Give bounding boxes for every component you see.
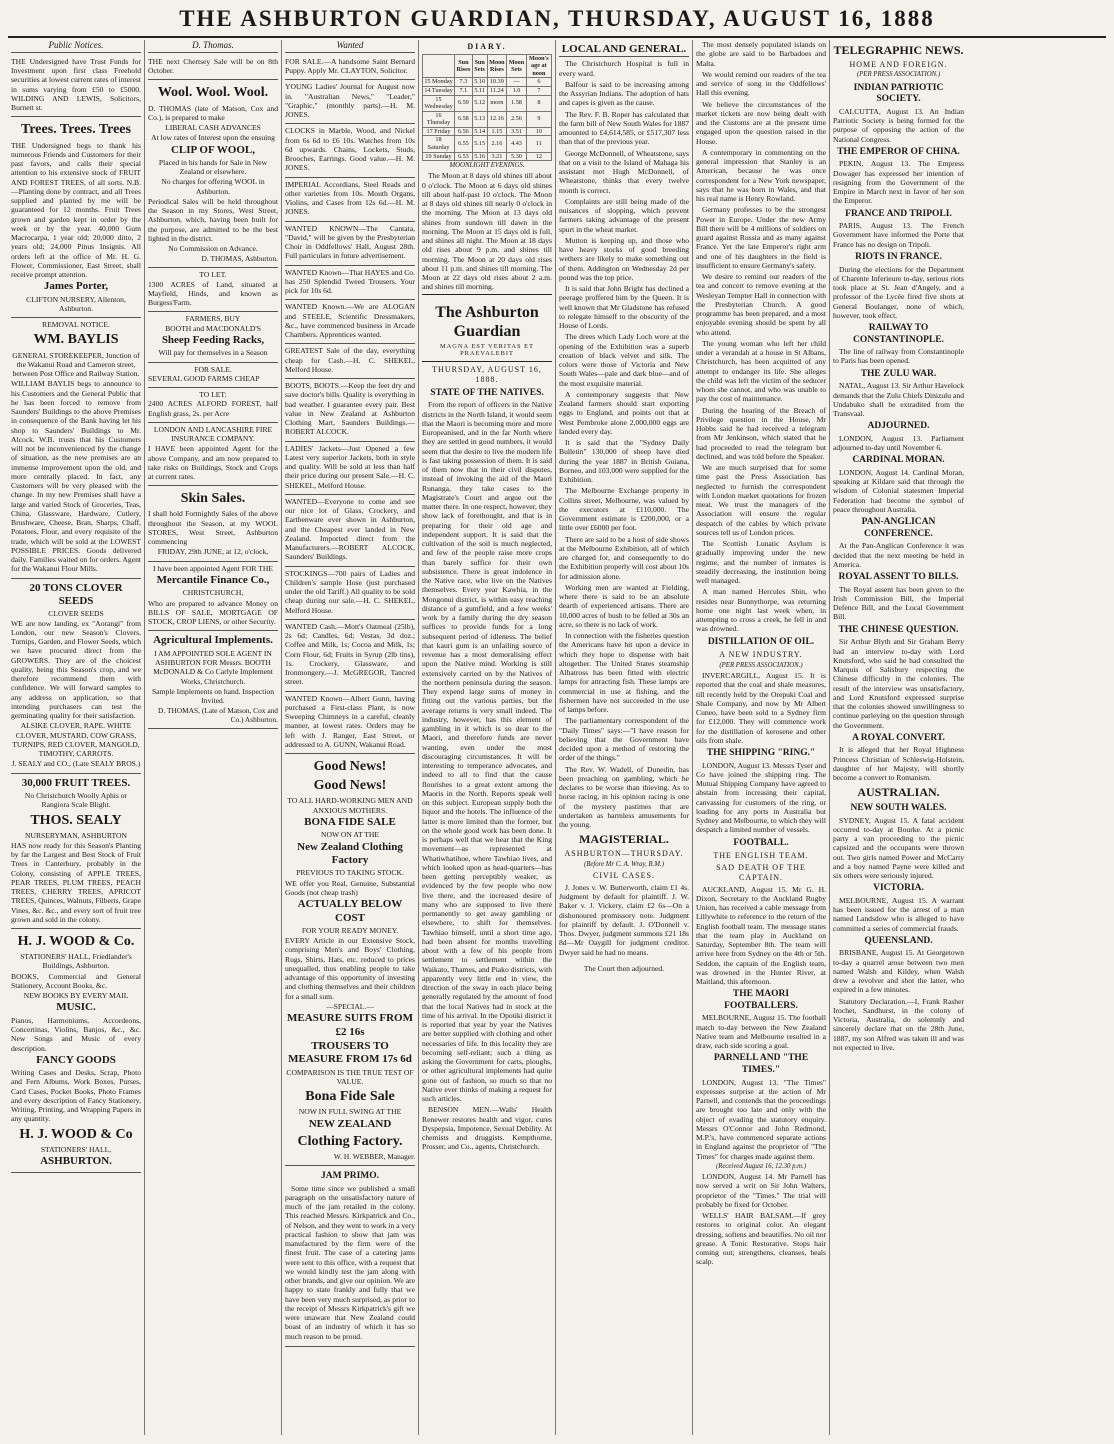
classified-8: GREATEST Sale of the day, everything cheap for Cash.—H. C. SHEKEL, Melford House. — [285, 344, 415, 379]
diary-cell: 8 — [526, 95, 551, 111]
diary-cell: 7 — [526, 87, 551, 96]
column-diary-editorial: DIARY. Sun Rises Sun Sets Moon Rises Moon Sets Moon's age at noon 15 Monday 7.3 5.10 10.39 — 6 14 Tuesday 7.1 5.11 11.24 1.0 7 15 Wednesday 6.59 5.12 morn 1.58 8 16 Thursday 6.58 5.13 12.16 2.56 9 17 Friday 6.56 5.14 1.15 3.51 10 18 Saturday 6.55 5.15 2.16 4.43 11 19 Sunday 6.53 5.16 3.21 5.30 12 MOONLIGHT EVENINGS. The Moon at 8 days old shines till about 0 o'clock. The Moon at 6 days old shines till about half-past 10 o'clock. The Moon at 8 days old shines till nearly 0 o'clock in the morning. The Moon at 13 days old shines from sundown till dawn in the morning. The Moon at 15 days old is full, and shines all night. The Moon at 18 days old rises about 9 p.m. and shines till morning. The Moon at 20 days old rises about 11 p.m. and shines till morning. The Moon at 22 days old rises about 2 a.m. and shines till morning. The Ashburton Guardian MAGNA EST VERITAS ET PRAEVALEBIT THURSDAY, AUGUST 16, 1888. STATE OF THE NATIVES. From the report of officers in the Native districts in the North Island, it would seem that the Maori is becoming more and more Europeanised, and in the far North where they are settled in good numbers, it would seem that the desire to live the modern life is fast taking possession of them. It is said of them now that in their civil disputes, instead of invoking the aid of the Maori Runanga, they take cases to the Magistrate's Court and argue out the matter there. In one respect, however, they show lack of forethought, and that is in preparing for their old age and independent support. It is said that the cultivation of the soil is much neglected, and few of the people raise more crops than barely suffice for their own subsistence. There is great indolence in the Native race, who live on the Natives themselves. Every year Kawhia, in the Mongonui district, is within easy reaching distance of a gumfield, and a few weeks' work by a family during the dry season suffices to provide funds for a long subsequent period of idleness. The belief that kauri gum is an unfailing source of revenue has a most demoralising effect upon the Native mind. Working is still extensively carried on by the Natives of the northern peninsula during the season. They expend large sums of money in fitting out the various parties, but the average returns is very small indeed. The industry, however, has this element of gambling in it which is so dear to the Maori, and therefore funds are never wanting, even under the most discouraging circumstances. It will be interesting to temperance advocates, and indeed to all to find that the cause flourishes to a great extent among the Maoris in the North. Reports speak well on this subject. European supply both the liquor and the hotels. The influence of the latter is more limited than the former, but on the whole good work has been done. It is perhaps well that we hear that the King movement—as represented at Whatiwhatihoe, where Tawhiao lives, and which looked upon as head-quarters—has been getting perceptibly weaker, as evidenced by the few people who now live there, and the increased desire of many who are supposed to live there permanently to get away gambling or elsewhere, to shift for themselves. Tawhiao himself, until a short time ago, had been absent for months travelling about with a few of his people from settlement to settlement within the Waikato, Thames, and Piako districts, with apparently very little end in view, the direction of the sway in each place being generally regulated by the amount of food that the local Natives had in stock at the time of his arrival. In the Opotiki district it is reported that year by year the Natives are better supplied with clothing and other necessaries of life. In this locality they are becoming self-reliant; such a thing as asking the Government for carts, ploughs, or other agricultural implements had quite gone out of fashion, so much so that no Native ever thinks of making a request for such articles. BENSON MEN.—Walls' Health Renewer restores health and vigor, cures Dyspepsia, Impotence, Sexual Debility. At chemists and druggists. Kempthorne, Prosser, and Co., agents, Christchurch. — [419, 40, 556, 1435]
diary-cell: 12.16 — [487, 111, 507, 127]
column-public-notices — [8, 40, 145, 1435]
diary-cell: 2.16 — [487, 136, 507, 152]
diary-cell: 19 Sunday — [423, 152, 455, 161]
editorial-title: STATE OF THE NATIVES. — [430, 387, 544, 398]
classified-12: STOCKINGS—700 pairs of Ladies and Children's sample Hose (just purchased under the old Tariff.) All quality to be sold cheap during our sale.—H. C. SHEKEL, Melford House. — [285, 567, 415, 620]
ad-skin-sales: Skin Sales. I shall hold Fortnightly Sales of the above throughout the Season, at my WOOL STORES, West Street, Ashburton commencing FRIDAY, 29th JUNE, at 12, o'clock, — [148, 486, 278, 561]
diary-cell: 17 Friday — [423, 127, 455, 136]
ad-sheep-racks: FARMERS, BUY BOOTH and MACDONALD'S Sheep Feeding Racks, Will pay for themselves in a Season — [148, 312, 278, 362]
moonlight-text: The Moon at 8 days old shines till about 0 o'clock. The Moon at 6 days old shines till about half-past 10 o'clock. The Moon at 8 days old shines till nearly 0 o'clock in the morning. The Moon at 13 days old shines from sundown till dawn in the morning. The Moon at 15 days old is full, and shines all night. The Moon at 18 days old rises about 9 p.m. and shines till morning. The Moon at 20 days old rises about 11 p.m. and shines till morning. The Moon at 22 days old rises about 2 a.m. and shines till morning. — [422, 171, 552, 292]
diary-cell: 12 — [526, 152, 551, 161]
telegraphic-title: TELEGRAPHIC NEWS. — [833, 43, 964, 57]
diary-header-cell: Sun Sets — [472, 54, 487, 78]
diary-cell: 10.39 — [487, 78, 507, 87]
diary-cell: 6 — [526, 78, 551, 87]
ad-baylis: REMOVAL NOTICE. WM. BAYLIS GENERAL STOREKEEPER, Junction of the Wakanui Road and Cameron street, between Post Office and Railway Station. WILLIAM BAYLIS begs to announce to his Customers and the General Public that he has been forced to remove from Saunders' Buildings to the above Premises in consequence of the Bank having let his shop to Saunders' Buildings to Mr. Alcock. W.B. trusts that his Customers will not be inconvenienced by the change of situation, as the new premises are an immense improvement upon the old, and more centrally placed. In fact, any Customers will be very pleased with the change. In my new Premises shall have a large and varied Stock of Groceries, Teas, China, Glassware, Hardware, Cutlery, Brushware, Cheese, Bran, Sharps, Chaff, Potatoes, Flour, and every requisite of the trade, which will be sold at the LOWEST POSSIBLE PRICES. Goods delivered daily. Families waited on for orders. Agent for the Wakanui Flour Mills. — [11, 318, 141, 578]
column-telegraphic: TELEGRAPHIC NEWS. HOME AND FOREIGN. (PER PRESS ASSOCIATION.) INDIAN PATRIOTIC SOCIETY. CALCUTTA, August 13. An Indian Patriotic Society is being formed for the purpose of opposing the action of the National Congress. THE EMPEROR OF CHINA. PEKIN, August 13. The Empress Dowager has expressed her intention of resigning from the Government of the Empire in March next in favor of her son the Emperor. FRANCE AND TRIPOLI. PARIS, August 13. The French Government have informed the Porte that France has no design on Tripoli. RIOTS IN FRANCE. During the elections for the Department of Charente Inferieure to-day, serious riots took place at St. Jean d'Angely, and a professor of the Lycée fired five shots at General Boulanger, none of which, however, took effect. RAILWAY TO CONSTANTINOPLE. The line of railway from Constantinople to Paris has been opened. THE ZULU WAR. NATAL, August 13. Sir Arthur Havelock demands that the Zulu Chiefs Dinizulu and Undabuko shall be extradited from the Transvaal. ADJOURNED. LONDON, August 13. Parliament adjourned to-day until November 6. CARDINAL MORAN. LONDON, August 14. Cardinal Moran, speaking at Kildare said that through the wisdom of Colonial statesmen Imperial Federation had become the symbol of peace throughout Australia. PAN-ANGLICAN CONFERENCE. At the Pan-Anglican Conference it was decided that the next meeting be held in America. ROYAL ASSENT TO BILLS. The Royal assent has been given to the Irish Commission Bill, the Imperial Defence Bill, and the Local Government Bill. THE CHINESE QUESTION. Sir Arthur Blyth and Sir Graham Berry had an interview to-day with Lord Knutsford, who said he had consulted the Marquis of Salisbury respecting the Chinese difficulty in the colonies. The result of the interview was unsatisfactory, and Lord Knutsford expressed surprise that the colonies showed unwillingness to continue parleying on the question through the Government. A ROYAL CONVERT. It is alleged that her Royal Highness Princess Christian of Schleswig-Holstein, daughter of her Majesty, will shortly become a convert to Romanism. AUSTRALIAN. NEW SOUTH WALES. SYDNEY, August 15. A fatal accident occurred to-day at Bourke. At a picnic party a van proceeding to the picnic capsized and the occupants were thrown out. Two girls named Power and McCarty and a boy named Payne were killed and six others were seriously injured. VICTORIA. MELBOURNE, August 15. A warrant has been issued for the arrest of a man named Landsdow who is alleged to have committed a series of commercial frauds. QUEENSLAND. BRISBANE, August 15. At Georgetown to-day a quarrel arose between two men named Walsh and Kildey, when Walsh drew a revolver and shot the latter, who expired in a few minutes. Statutory Declaration.—I, Frank Rasher Irochet, Sandhurst, in the colony of Victoria, Australia, do solemnly and sincerely declare that on the 28th June, 1887, my son Alfred was taken ill and was not expected to live. — [833, 43, 964, 1052]
diary-cell: 5.16 — [474, 152, 486, 160]
diary-header-cell: Moon's age at noon — [526, 54, 551, 78]
column-d-thomas — [145, 40, 282, 1435]
issue-date: THURSDAY, AUGUST 16, 1888. — [432, 365, 542, 384]
diary-cell: 3.21 — [487, 152, 507, 161]
classified-14: WANTED Known—Albert Gunn, having purchased a First-class Plant, is now Sweeping Chimneys in a careful, cleanly manner, at lowest rates. Orders may be left with J. Ranger, East Street, or addressed to A. GUNN, Wakanui Road. — [285, 692, 415, 755]
classified-2: YOUNG Ladies' Journal for August now in. "Australian News," "Leader," "Graphic," (monthly parts).—H. M. JONES. — [285, 80, 415, 124]
columns — [8, 40, 1106, 1435]
ad-wood-stationers: H. J. WOOD & Co. STATIONERS' HALL, Friedlander's Buildings, Ashburton. BOOKS, Commercial and General Stationery, Account Books, &c. NEW BOOKS BY EVERY MAIL MUSIC. Pianos, Harmoniums, Accordeons, Concertinas, Violins, Banjos, &c., &c. New Songs and Music of every description. FANCY GOODS Writing Cases and Desks, Scrap, Photo and Fern Albums, Work Boxes, Purses, Card Cases, Pocket Books, Photo Frames and every description of Fancy Stationery, Writing, Printing, and Wrapping Papers in any quantity. H. J. WOOD & Co STATIONERS' HALL, ASHBURTON. — [11, 929, 141, 1173]
diary-cell: 7.3 — [455, 78, 473, 87]
diary-cell: 4.43 — [507, 136, 526, 152]
advert-walls: BENSON MEN.—Walls' Health Renewer restores health and vigor, cures Dyspepsia, Impotence, Sexual Debility. At chemists and druggists. Kempthorne, Prosser, and Co., agents, Christchurch. — [422, 1105, 552, 1152]
classified-11: WANTED—Everyone to come and see our nice lot of Glass, Crockery, and Earthenware ever shown in Ashburton, and the Cheapest ever landed in New Zealand. Imported direct from the Manufacturers.—ROBERT ALCOCK, Saunders' Buildings. — [285, 495, 415, 567]
editorial-text: From the report of officers in the Native districts in the North Island, it would seem that the Maori is becoming more and more Europeanised, and in the far North where they are settled in good numbers, it would seem that the desire to live the modern life is fast taking possession of them. It is said of them now that in their civil disputes, instead of invoking the aid of the Maori Runanga, they take cases to the Magistrate's Court and argue out the matter there. In one respect, however, they show lack of forethought, and that is in preparing for their old age and independent support. It is said that the cultivation of the soil is much neglected, and few of the people raise more crops than barely suffice for their own subsistence. There is great indolence in the Native race, who live on the Natives themselves. Every year Kawhia, in the Mongonui district, is within easy reaching distance of a gumfield, and a few weeks' work by a family during the dry season suffices to provide funds for a long subsequent period of idleness. The belief that kauri gum is an unfailing source of revenue has a most demoralising effect upon the Native mind. Working is still extensively carried on by the Natives of the northern peninsula during the season. They expend large sums of money in fitting out the various parties, but the average returns is very small indeed. The industry, however, has this element of gambling in it which is so dear to the Maori, and therefore funds are never wanting, even under the most discouraging circumstances. It will be interesting to temperance advocates, and indeed to all to find that the cause flourishes to a great extent among the Maoris in the North. Reports speak well on this subject. European supply both the liquor and the hotels. The influence of the latter is more limited than the former, but on the whole good work has been done. It is perhaps well that we hear that the King movement—as represented at Whatiwhatihoe, where Tawhiao lives, and which looked upon as head-quarters—has been getting perceptibly weaker, as evidenced by the few people who now live there, and the increased desire of many who are supposed to live there permanently to get away gambling or elsewhere, to shift for themselves. Tawhiao himself, until a short time ago, had been absent for months travelling about with a few of his people from settlement to settlement within the Waikato, Thames, and Piako districts, with apparently very little end in view, the direction of the sway in each place being generally regulated by the amount of food that the local Natives had in stock at the time of his arrival. In the Opotiki district it is reported that year by year the Natives are better supplied with clothing and other necessaries of life. In this locality they are becoming self-reliant; such a thing as asking the Government for carts, ploughs, or other agricultural implements had quite gone out of fashion, so much so that no Native ever thinks of making a request for such articles. — [422, 400, 553, 1104]
diary-cell: 9 — [526, 111, 551, 127]
diary-cell: 6.59 — [455, 95, 473, 111]
ad-clover: 20 TONS CLOVER SEEDS CLOVER SEEDS WE are now landing, ex "Aorangi" from London, our new Season's Clovers, Turnips, Garden, and Flower Seeds, which we have procured direct from the GROWERS. They are of the choicest quality, being this Season's crop, and we therefore recommend them with confidence. We will forward samples to any address on application, so that intending purchasers can test the germinating quality for their satisfaction. ALSIKE CLOVER, RAPE. WHITE CLOVER, MUSTARD, COW GRASS, TURNIPS, RED CLOVER, MANGOLD, TIMOTHY, CARROTS. J. SEALY and CO., (Late SEALY BROS.) — [11, 579, 141, 774]
ad-wool: Wool. Wool. Wool. D. THOMAS (late of Matson, Cox and Co.), is prepared to make LIBERAL CASH ADVANCES At low rates of Interest upon the ensuing CLIP OF WOOL, Placed in his hands for Sale in New Zealand or elsewhere. No charges for offering WOOL in Ashburton. Periodical Sales will be held throughout the Season in my Stores, West Street, Ashburton, which, having been built for the purpose, are admitted to be the best lighted in the district. No Commission on Advance. D. THOMAS, Ashburton. — [148, 80, 278, 268]
magisterial-title: MAGISTERIAL. — [579, 832, 669, 847]
diary-cell: 6.58 — [455, 111, 473, 127]
masthead-rule — [8, 36, 1106, 38]
classified-4: IMPERIAL Accordians, Steel Reads and other varieties from 10s. Mouth Organs, Violins, and Cases from 12s 6d.—H. M. JONES. — [285, 178, 415, 222]
ad-insurance: LONDON AND LANCASHIRE FIRE INSURANCE COMPANY. I HAVE been appointed Agent for the above Company, and am now prepared to take risks on Buildings, Stock and Crops at current rates. — [148, 423, 278, 487]
diary-cell: 5.10 — [474, 78, 486, 86]
diary-cell: 18 Saturday — [423, 136, 455, 152]
column-news: The most densely populated islands on the globe are said to be Barbadoes and Malta. We would remind our readers of the tea and service of song in the Oddfellows' Hall this evening. We believe the circumstances of the market tickets are now being dealt with and the Customs are at the present time engaged upon the question raised in the House. A contemporary in commenting on the general impression that Stanley is an American, because he was once correspondent for a New York newspaper, says that he was born in Wales, and that his real name is Henry Rowland. Germany professes to be the strongest Power in Europe. Under the new Army Bill there will be 4 millions of soldiers on guard against Russia and as many against France. Yet the late Emperor's right arm and one of his daughters in the field is insufficient to ensure Germany's safety. We desire to remind our readers of the tea and concert to remove evening at the Wesleyan Tempter Hall in connection with the Presbyterian Church. A good programme has been prepared, and a most enjoyable evening should be spent by all who attend. The young woman who left her child under a verandah at a house in St Albans, Christchurch, has been acquitted of any attempt to endanger its life. She alleges the child was left the victim of the seducer whom she cannot, and who was unable to pay the cost of maintenance. During the hearing of the Breach of Privilege question in the House, Mr Hobbs said he had received a telegram from Mr Jenkinson, which stated that he had proceeded to read the telegram but declined, and was told before the Speaker. We are much surprised that for some time past the Press Association has neglected to furnish the correspondent with London market quotations for frozen meat. We trust the managers of the Association will ensure the regular despatch of the cables by which private sources tell us of London prices. The Scottish Lunatic Asylum is gradually improving under the new regime, and the number of inmates is steadily decreasing, the institution being well managed. A man named Hercules Shin, who resides near Bunnythorpe, was returning home one night last week when, in attempting to cross a creek, he fell in and was drowned. DISTILLATION OF OIL. A NEW INDUSTRY. (PER PRESS ASSOCIATION.) INVERCARGILL, August 15. It is reported that the coal and shale measures, till recently held by the Orepuki Coal and Shale Company, and now by Mr Albert Cuneo, have been sold to a Sydney firm for £12,000. They will commence work for the distillation of kerosene and other oils from shale. THE SHIPPING "RING." LONDON, August 13. Messrs Tyser and Co have joined the shipping ring. The Mutual Shipping Company have agreed to abstain from increasing their capital, canvassing for customers of the ring, or loading for any ports in Australia but Sydney and Melbourne, to which they will despatch a limited number of vessels. FOOTBALL. THE ENGLISH TEAM. SAD DEATH OF THE CAPTAIN. AUCKLAND, August 15. Mr G. H. Dixon, Secretary to the Auckland Rugby Union, has received a cable message from Lillywhite to reference to the return of the English football team. The message states that the team play in Auckland on Saturday, September 8th. The team will arrive here from Sydney on the 4th or 5th. Seddon, the captain of the English team, was drowned in the Hunter River, at Maitland, this afternoon. THE MAORI FOOTBALLERS. MELBOURNE, August 15. The football match to-day between the New Zealand Native team and Melbourne resulted in a draw, each side scoring a goal. PARNELL AND "THE TIMES." LONDON, August 13. "The Times" expresses surprise at the action of Mr Parnell, and contends that the proceedings are brought too late and only with the object of evading the statutory enquiry. Messrs O'Connor and John Redmond, M.P.'s, have commenced separate actions in England against the proprietor of "The Times" for charges made against them. (Received August 16, 12.30 p.m.) LONDON, August 14. Mr Parnell has now served a writ on Sir John Walters, proprietor of the "Times." The trial will probably be fixed for October. WELLS' HAIR BALSAM.—If grey restores to original color. An elegant dressing, softens and beautifies. No oil nor grease. A Tonic Restorative. Stops hair coming out; strengthens, cleanses, heals scalp. — [693, 40, 830, 1435]
classified-1: FOR SALE.—A handsome Saint Bernard Puppy. Apply Mr. CLAYTON, Solicitor. — [285, 55, 415, 81]
diary-cell: 1.15 — [487, 127, 507, 136]
distillation-title: DISTILLATION OF OIL. — [707, 636, 815, 647]
classified-13: WANTED Cash.—Mott's Oatmeal (25lb), 2s 6d; Candles, 6d; Vestas, 3d doz.; Coffee and Milk, 1s; Cocoa and Milk, 1s; Corn Flour, 6d; Fruits in Syrup (2lb tins), 1s. Crockery, Glassware, and Ironmongery.—J. McGREGOR, Tancred street. — [285, 620, 415, 692]
parnell-title: PARNELL AND "THE TIMES." — [713, 1053, 809, 1075]
diary-cell: 1.58 — [507, 95, 526, 111]
diary-cell: 7.1 — [455, 87, 473, 96]
ad-mercantile: I have been appointed Agent FOR THE Mercantile Finance Co., CHRISTCHURCH, Who are prepared to advance Money on BILLS OF SALE, MORTGAGE OF STOCK, CROP LIENS, or other Security. — [148, 562, 278, 632]
diary-header-cell: Moon Sets — [507, 54, 526, 78]
diary-cell: 11 — [526, 136, 551, 152]
diary-cell: 1.0 — [507, 87, 526, 96]
diary-cell: 6.53 — [455, 152, 473, 161]
ad-clothing-factory: Good News! Good News! TO ALL HARD-WORKING MEN AND ANXIOUS MOTHERS. BONA FIDE SALE NOW ON AT THE New Zealand Clothing Factory PREVIOUS TO TAKING STOCK. WE offer you Real, Genuine, Substantial Goods (not cheap trash) ACTUALLY BELOW COST FOR YOUR READY MONEY. EVERY Article in our Extensive Stock, comprising Men's and Boys' Clothing, Rugs, Shirts, Hats, etc. reduced to prices unequalled, thus enabling people to take advantage of this opportunity of investing and clothing themselves and their children for a small sum. —SPECIAL.— MEASURE SUITS FROM £2 16s TROUSERS TO MEASURE FROM 17s 6d COMPARISON IS THE TRUE TEST OF VALUE. Bona Fide Sale NOW IN FULL SWING AT THE NEW ZEALAND Clothing Factory. W. H. WEBBER, Manager. — [285, 754, 415, 1166]
diary-row — [423, 152, 552, 161]
diary-cell: 6.56 — [455, 127, 473, 136]
diary-table — [422, 54, 552, 161]
ad-chertsey: THE next Chertsey Sale will be on 8th October. — [148, 55, 278, 81]
diary-cell: 5.11 — [472, 87, 487, 96]
diary-cell: 5.12 — [472, 95, 487, 111]
diary-row — [423, 111, 552, 127]
diary-row — [423, 95, 552, 111]
ad-to-let: TO LET. 1300 ACRES of Land, situated at Mayfield, Hinds, and known as Burgess'Farm. — [148, 268, 278, 312]
diary-row — [423, 87, 552, 96]
diary-cell: 14 Tuesday — [424, 87, 453, 94]
ad-farms-for-sale: FOR SALE. SEVERAL GOOD FARMS CHEAP — [148, 363, 278, 389]
classified-5: WANTED KNOWN—The Cantata, "David," will be given by the Presbyterian Choir in Oddfellows' Hall, August 28th. Full particulars in future advertisement. — [285, 222, 415, 266]
diary-cell: 5.15 — [472, 136, 487, 152]
diary-header-cell: Sun Rises — [455, 54, 473, 78]
diary-row — [423, 78, 552, 87]
masthead — [8, 6, 1106, 36]
column-header: Wanted — [285, 40, 415, 53]
paper-title: The Ashburton Guardian — [435, 303, 539, 341]
diary-cell: 2.56 — [507, 111, 526, 127]
diary-cell: morn — [487, 95, 507, 111]
ad-alford-forest: TO LET: 2400 ACRES ALFORD FOREST, half English grass, 2s. per Acre — [148, 388, 278, 423]
football-title: FOOTBALL. — [733, 837, 789, 848]
classified-9: BOOTS, BOOTS.—Keep the feet dry and save doctor's bills. Quality is everything in bad weather. I guarantee every pair. Best value in New Zealand at Ashburton Clothing Mart, Saunders Buildings.—ROBERT ALCOCK. — [285, 379, 415, 442]
diary-cell: 5.14 — [474, 127, 486, 135]
diary-header-cell: Moon Rises — [487, 54, 507, 78]
ad-trust-funds: THE Undersigned have Trust Funds for Investment upon first class Freehold securities at lowest current rates of interest in sums varying from £50 to £5000. WILDING AND LEWIS, Solicitors, Burnett st. — [11, 55, 141, 118]
masthead-title: THE ASHBURTON GUARDIAN, THURSDAY, AUGUST 16, 1888 — [179, 6, 935, 31]
diary-cell: 5.13 — [472, 111, 487, 127]
column-header: D. Thomas. — [148, 40, 278, 53]
diary-title: DIARY. — [467, 42, 507, 51]
diary-cell: 10 — [526, 127, 551, 136]
diary-cell: — — [507, 78, 526, 87]
maori-football-title: THE MAORI FOOTBALLERS. — [724, 989, 798, 1011]
ad-agricultural: Agricultural Implements. I AM APPOINTED SOLE AGENT IN ASHBURTON FOR Messrs. BOOTH McDONALD & Co Carlyle Implement Works, Christchurch. Sample Implements on hand. Inspection Invited. D. THOMAS, (Late of Matson, Cox and Co.) Ashburton. — [148, 631, 278, 729]
diary-row — [423, 136, 552, 152]
diary-header-cell — [423, 54, 455, 78]
shipping-title: THE SHIPPING "RING." — [706, 748, 816, 759]
paper-motto: MAGNA EST VERITAS ET PRAEVALEBIT — [440, 342, 534, 358]
classified-3: CLOCKS in Marble, Wood, and Nickel from 6s 6d to £6 10s. Watches from 10s 6d upwards. Chains, Lockets, Studs, Brooches, Earrings. Good value.—H. M. JONES. — [285, 124, 415, 177]
column-local-general: LOCAL AND GENERAL. The Christchurch Hospital is full in every ward. Balfour is said to be increasing among the Assyrian Indians. The adoption of hats and capes is given as the cause. The Rev. F. B. Roper has calculated that the farm bill of New South Wales for 1887 amounted to £4,614,585, or £517,307 less than that of the previous year. George McDonnell, of Wheatstone, says that on a visit to the Island of Mahaga his assistant met Hugh McDonnell, of Wheatstone, thinks that every twelve month is correct. Complaints are still being made of the nuisances of slopping, which prevent farmers taking advantage of the present spurt in the wheat market. Mutton is keeping up, and those who have heavy stocks of good breeding wethers are likely to make something out of them. Addington on Wednesday 2d per pound was the top price. It is said that John Bright has declined a peerage proffered him by the Queen. It is well known that Mr Gladstone has refused to relegate himself to the obscurity of the House of Lords. The drees which Lady Loch wore at the opening of the Exhibition was a superb creation of black velvet and silk. The colors were those of Victoria and New South Wales—pale and dark blue—and of the most exquisite material. A contemporary suggests that New Zealand farmers should start exporting eggs to England, and points out that at West Pembroke alone 2,000,000 eggs are landed every day. It is said that the "Sydney Daily Bulletin" 130,000 of sheep have died during the year 1887 in British Guiana, Borneo, and 103,000 were supplied for the Exhibition. The Melbourne Exchange property in Collins street, Melbourne, was valued by the executors at £110,000. The Government estimate is £200,000, or a little over £6000 per foot. There are said to be a host of side shows at the Melbourne Exhibition, all of which are charged for, and consequently to do the Exhibition properly will cost about 10s for admission alone. Working men are wanted at Fielding, where there is said to be an absolute dearth of experienced artisans. There are 10,000 acres of bush to be felled at 30s an acre, so there is no lack of work. In connection with the fisheries question the Americans have hit upon a device in which they hope to dispense with bait altogether. The United States steamship Albatross has been fitted with electric lamps for attracting fish. These lamps are commercial in use at fishing, and the fishermen have not succeeded in the use of lamps before. The parliamentary correspondent of the "Daily Times" says:—"I have reason for believing that the Government have decided upon a method of restoring the order of the things." The Rev. W. Wadell, of Dunedin, has been preaching on gambling, which he declares to be worse than thieving. As to horse racing, in his opinion racing is one of the mystery pastimes that are undertaken as harmless amusements for the young. MAGISTERIAL. ASHBURTON—THURSDAY. (Before Mr C. A. Wray, R.M.) CIVIL CASES. J. Jones v. W. Butterworth, claim £1 4s. Judgment by default for plaintiff. J. W. Baker v. J. Vickery, claim £2 6s—On a dishonoured promissory note. Judgment for plaintiff by default. J. O'Donnell v. Thos. Dwyer, judgment summons £21 18s 8d—Mr Oaygill for judgment creditor. Dwyer said he had no means. The Court then adjourned. — [556, 40, 693, 1435]
diary-cell: 16 Thursday — [423, 111, 455, 127]
diary-row — [423, 127, 552, 136]
ad-fruit-trees: 30,000 FRUIT TREES. No Christchurch Woolly Aphis or Rangiora Scale Blight. THOS. SEALY NURSERYMAN, ASHBURTON HAS now ready for this Season's Planting by far the Largest and Best Stock of Fruit Trees in Canterbury, probably in the Colony, consisting of APPLE TREES, PEAR TREES, PLUM TREES, PEACH TREES, CHERRY TREES, APRICOT TREES, Quinces, Walnuts, Filberts, Grape Vines, &c. &c., and every sort of fruit tree grown and sold in the colony. — [11, 774, 141, 929]
column-wanted — [282, 40, 419, 1435]
diary-cell: 15 Wednesday — [424, 95, 453, 111]
column-header: Public Notices. — [11, 40, 141, 53]
diary-cell: 6.55 — [455, 136, 473, 152]
classified-10: LADIES' Jackets—Just Opened a few Latest very superior Jackets, both in style and quality. Will be sold at less than half their price during our present Sale.—H. C. SHEKEL, Melford House. — [285, 442, 415, 495]
diary-cell: 11.24 — [487, 87, 507, 96]
classified-7: WANTED Known.—We are ALOGAN and STEELE, Scientific Dressmakers, &c., have commenced business in Arcade Chambers. Apprentices wanted. — [285, 300, 415, 344]
article-jam-primo: JAM PRIMO. Some time since we published a small paragraph on the unsatisfactory nature of much of the jam retailed in the colony. This reached Messrs. Kirkpatrick and Co., of Nelson, and they went to work in a very practical fashion to show that jam was manufactured by the firm were of the finest fruit. The case of a catering jams were sent to this office, with a request that we would kindly test the jam along with other brands, and give our opinion. We are happy to state frankly and fully that we have been very much surprised, as prior to the receipt of Messrs Kirkpatrick's gift we were unaware that New Zealand could boast of an industry of which it has so much reason to be proud. — [285, 1166, 415, 1347]
diary-cell: 3.51 — [507, 127, 526, 136]
local-general-title: LOCAL AND GENERAL. — [559, 43, 689, 57]
ad-trees: Trees. Trees. Trees THE Undersigned begs to thank his numerous Friends and Customers for their past favors, and calls their special attention to his extensive stock of FRUIT AND FOREST TREES, of all sorts. N.B.—Planting done by contract, and all Trees supplied and planted by me will be guaranteed for 12 months. Fruit Trees grown and garden kept in order by the week or by the year. 40,000 Gum Macrocarpa, 1 year old; 20,000 ditto, 2 years old; 24,000 Pinus Insignis. All orders left at the office of Mr. H. G. Flower, Commissioner, East Street, shall receive prompt attention. James Porter, CLIFTON NURSERY, Allenton, Ashburton. — [11, 117, 141, 318]
diary-cell: 15 Monday — [424, 78, 453, 86]
ad-trees-title: Trees. Trees. Trees — [21, 122, 131, 138]
classified-6: WANTED Known—That HAYES and Co. has 250 Splendid Tweed Trousers. Your pick for 10s 6d. — [285, 266, 415, 301]
diary-cell: 5.30 — [507, 152, 526, 161]
